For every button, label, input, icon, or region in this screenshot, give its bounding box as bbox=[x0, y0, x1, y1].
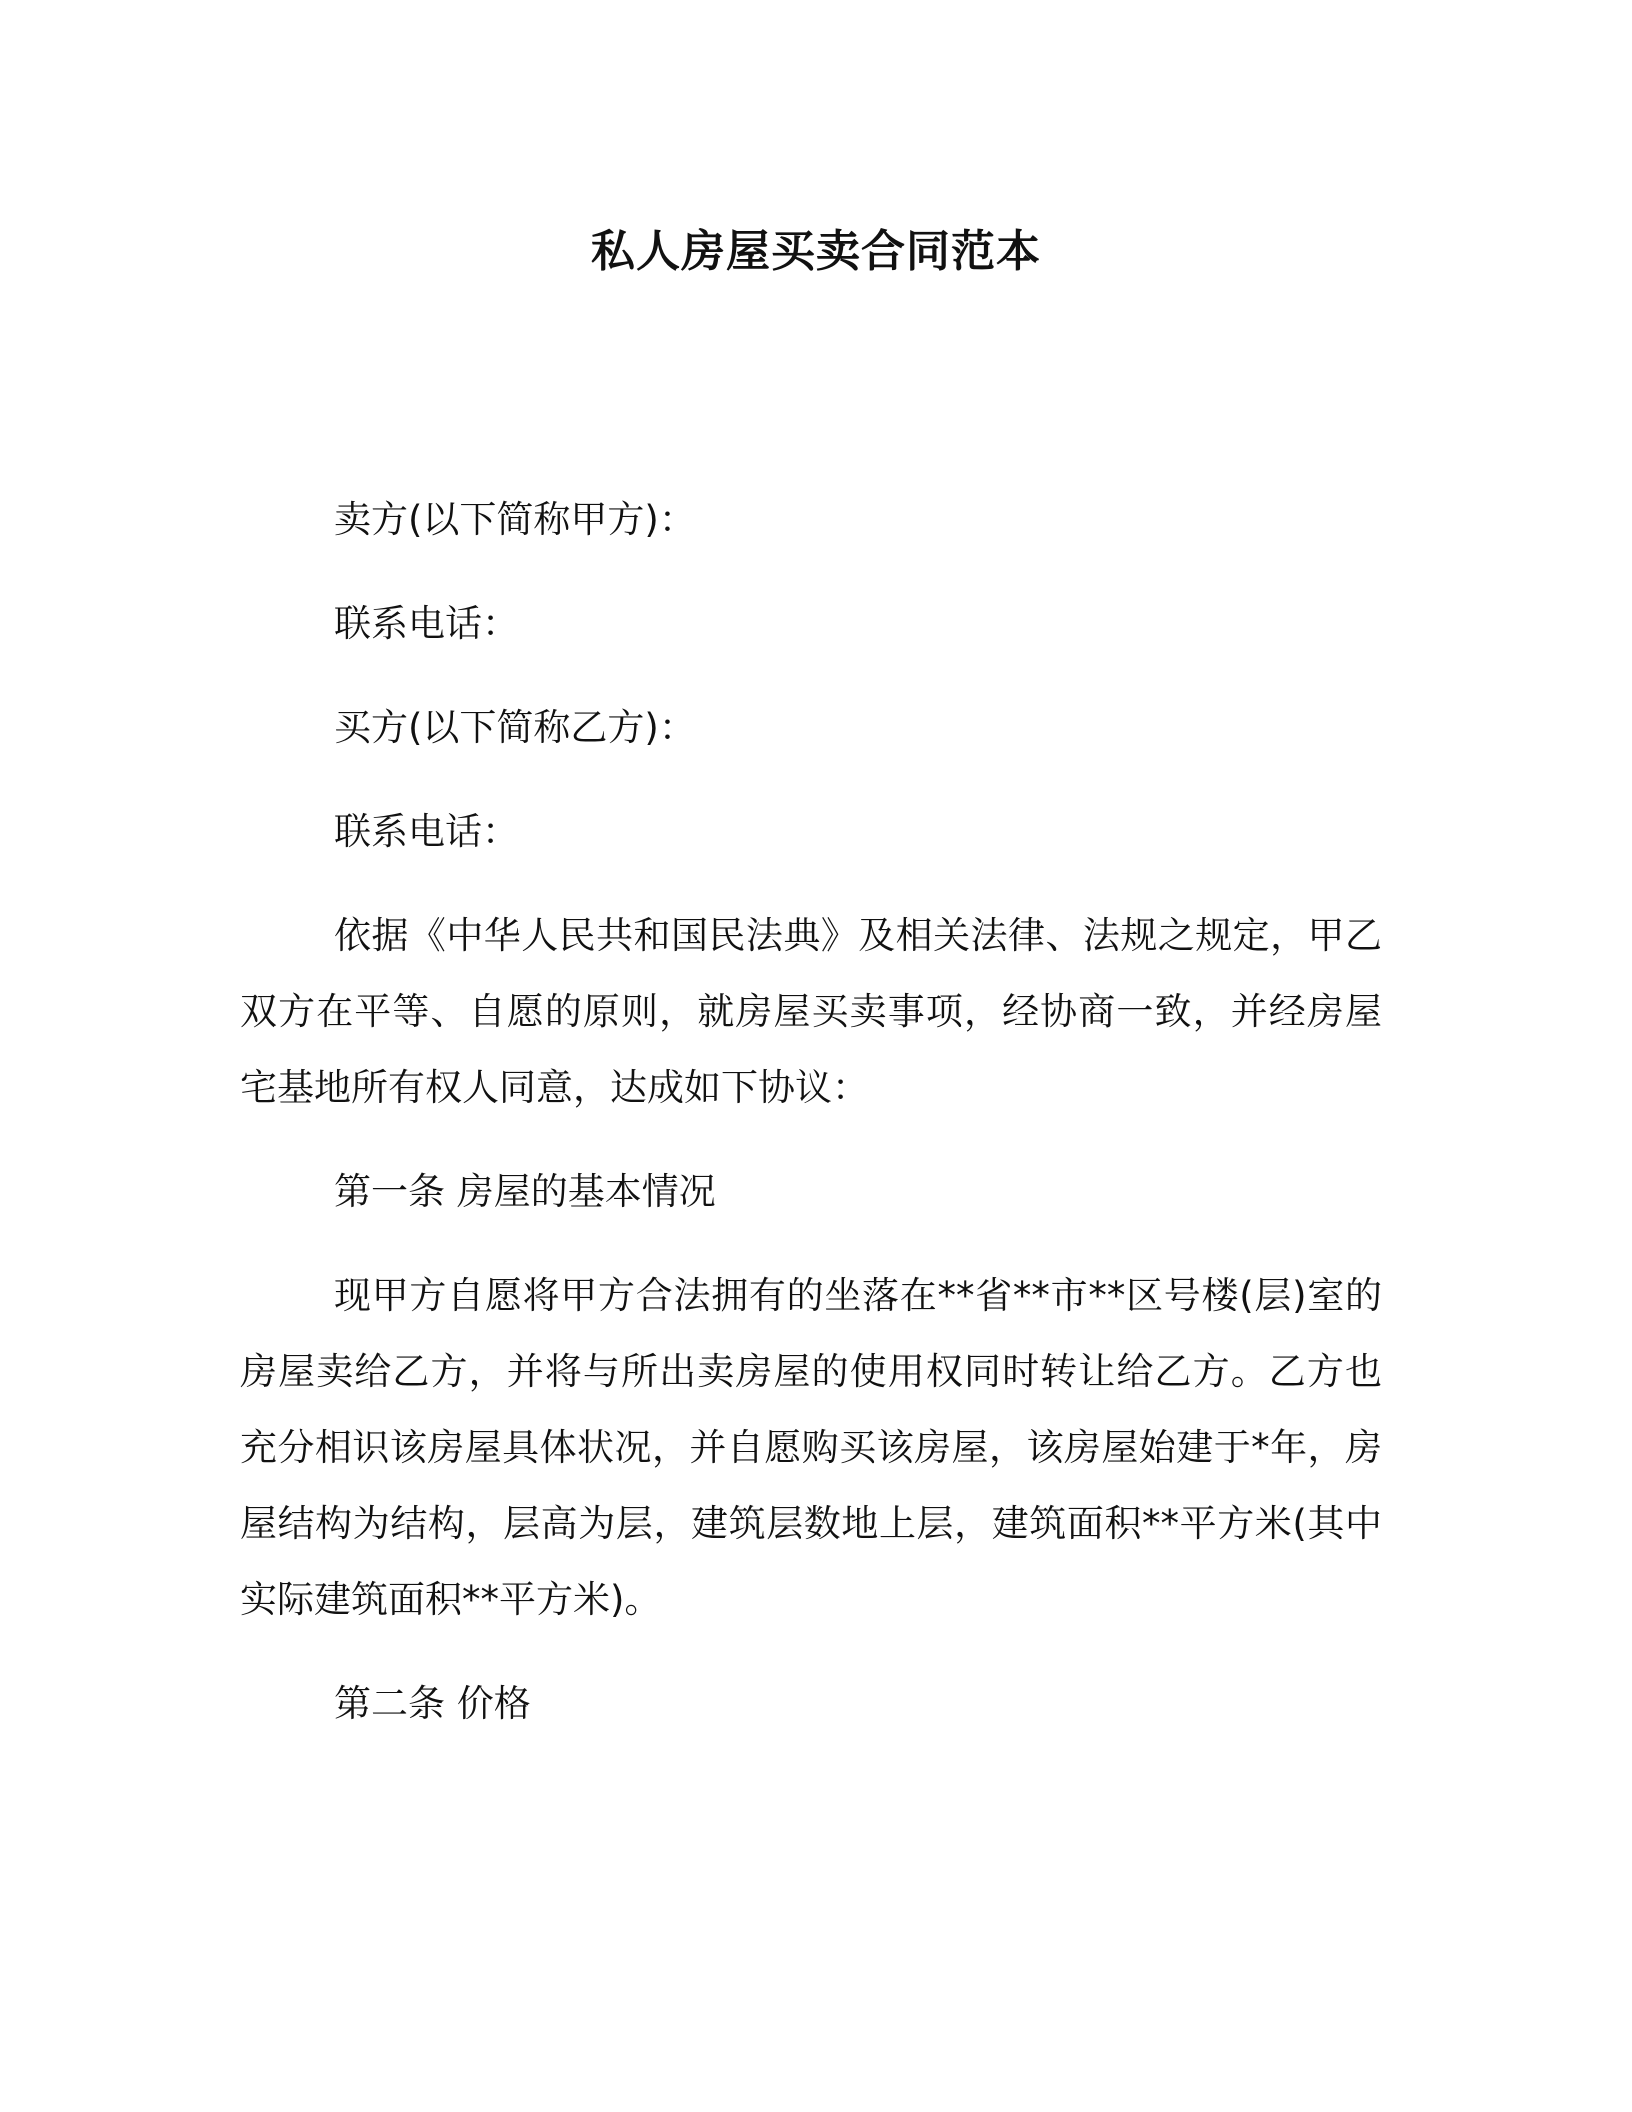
article-2-heading: 第二条 价格 bbox=[334, 1682, 531, 1725]
buyer-phone-label: 联系电话： bbox=[334, 810, 519, 853]
seller-label: 卖方(以下简称甲方)： bbox=[334, 498, 696, 541]
article-1-heading: 第一条 房屋的基本情况 bbox=[334, 1170, 716, 1213]
seller-phone-label: 联系电话： bbox=[334, 602, 519, 645]
document-title: 私人房屋买卖合同范本 bbox=[591, 226, 1041, 277]
article-1-paragraph: 现甲方自愿将甲方合法拥有的坐落在**省**市**区号楼(层)室的房屋卖给乙方，并将与所出卖房屋的使用权同时转让给乙方。乙方也充分相识该房屋具体状况，并自愿购买该房屋，该房屋始建于*年，房屋结构为结构，层高为层，建筑层数地上层，建筑面积**平方米(其中实际建筑面积**平方米)。 bbox=[240, 1274, 1382, 1621]
intro-paragraph: 依据《中华人民共和国民法典》及相关法律、法规之规定，甲乙双方在平等、自愿的原则，就房屋买卖事项，经协商一致，并经房屋宅基地所有权人同意，达成如下协议： bbox=[240, 914, 1382, 1109]
buyer-label: 买方(以下简称乙方)： bbox=[334, 706, 696, 749]
